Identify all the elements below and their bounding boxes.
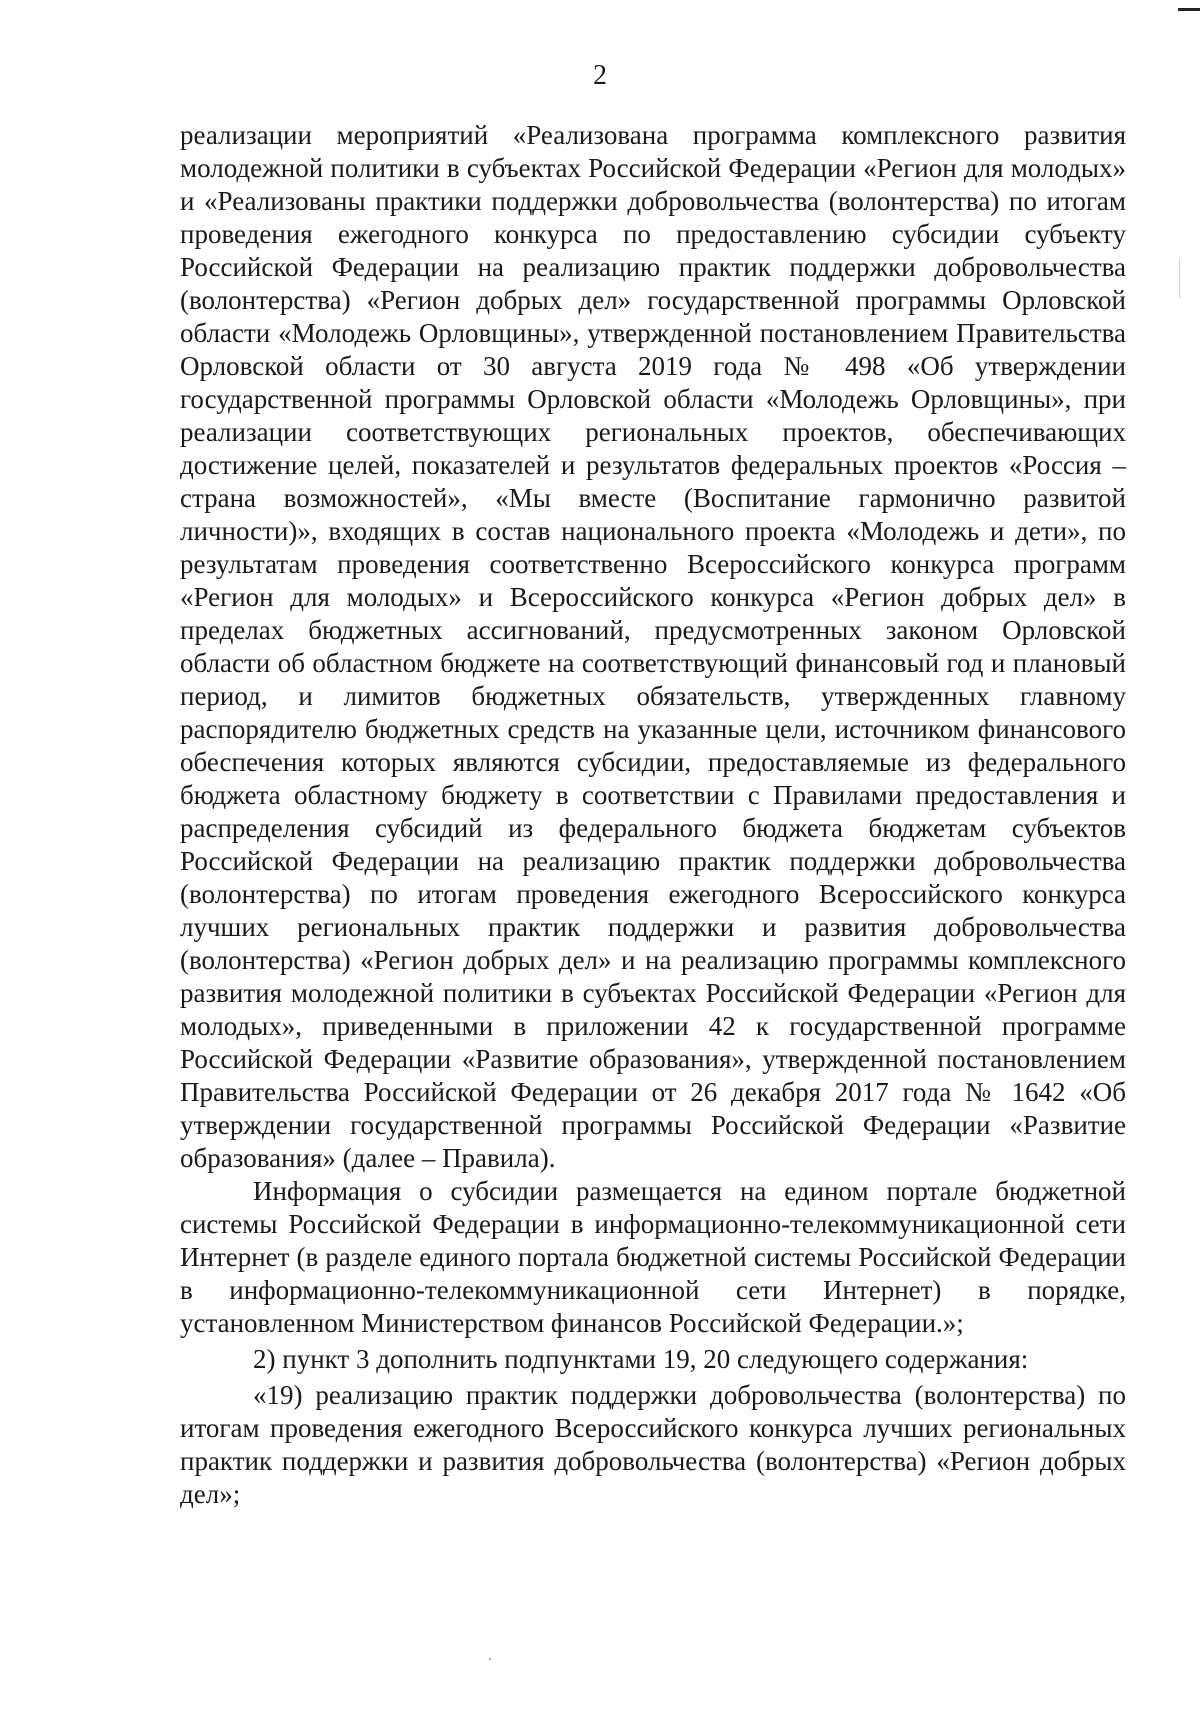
scan-speck	[489, 1658, 491, 1660]
paragraph-4: «19) реализацию практик поддержки добровольчества (волонтерства) по итогам проведения ежегодного Всероссийского конкурса лучших региональных практик поддержки и развития добровольчества (волонтерства) «Регион добрых дел»;	[180, 1380, 1126, 1509]
paragraph-2: Информация о субсидии размещается на едином портале бюджетной системы Российской Федерации в информационно-телекоммуникационной сети Интернет (в разделе единого портала бюджетной системы Российской Федерации в информационно-телекоммуникационной сети Интернет) в порядке, установленном Министерством финансов Российской Федерации.»;	[180, 1176, 1126, 1338]
page-number: 2	[593, 60, 607, 91]
scan-edge-mark	[1179, 258, 1180, 298]
paragraph-3: 2) пункт 3 дополнить подпунктами 19, 20 следующего содержания:	[253, 1344, 1029, 1374]
document-body	[180, 119, 1126, 1511]
paragraph-1: реализации мероприятий «Реализована программа комплексного развития молодежной политики в субъектах Российской Федерации «Регион для молодых» и «Реализованы практики поддержки добровольчества (волонтерства) по итогам проведения ежегодного конкурса по предоставлению субсидии субъекту Российской Федерации на реализацию практик поддержки добровольчества (волонтерства) «Регион добрых дел» государственной программы Орловской области «Молодежь Орловщины», утвержденной постановлением Правительства Орловской области от 30 августа 2019 года № 498 «Об утверждении государственной программы Орловской области «Молодежь Орловщины», при реализации соответствующих региональных проектов, обеспечивающих достижение целей, показателей и результатов федеральных проектов «Россия – страна возможностей», «Мы вместе (Воспитание гармонично развитой личности)», входящих в состав национального проекта «Молодежь и дети», по результатам проведения соответственно Всероссийского конкурса программ «Регион для молодых» и Всероссийского конкурса «Регион добрых дел» в пределах бюджетных ассигнований, предусмотренных законом Орловской области об областном бюджете на соответствующий финансовый год и плановый период, и лимитов бюджетных обязательств, утвержденных главному распорядителю бюджетных средств на указанные цели, источником финансового обеспечения которых являются субсидии, предоставляемые из федерального бюджета областному бюджету в соответствии с Правилами предоставления и распределения субсидий из федерального бюджета бюджетам субъектов Российской Федерации на реализацию практик поддержки добровольчества (волонтерства) по итогам проведения ежегодного Всероссийского конкурса лучших региональных практик поддержки и развития добровольчества (волонтерства) «Регион добрых дел» и на реализацию программы комплексного развития молодежной политики в субъектах Российской Федерации «Регион для молодых», приведенными в приложении 42 к государственной программе Российской Федерации «Развитие образования», утвержденной постановлением Правительства Российской Федерации от 26 декабря 2017 года № 1642 «Об утверждении государственной программы Российской Федерации «Развитие образования» (далее – Правила).	[180, 120, 1126, 1173]
scan-corner-mark	[1178, 8, 1200, 11]
